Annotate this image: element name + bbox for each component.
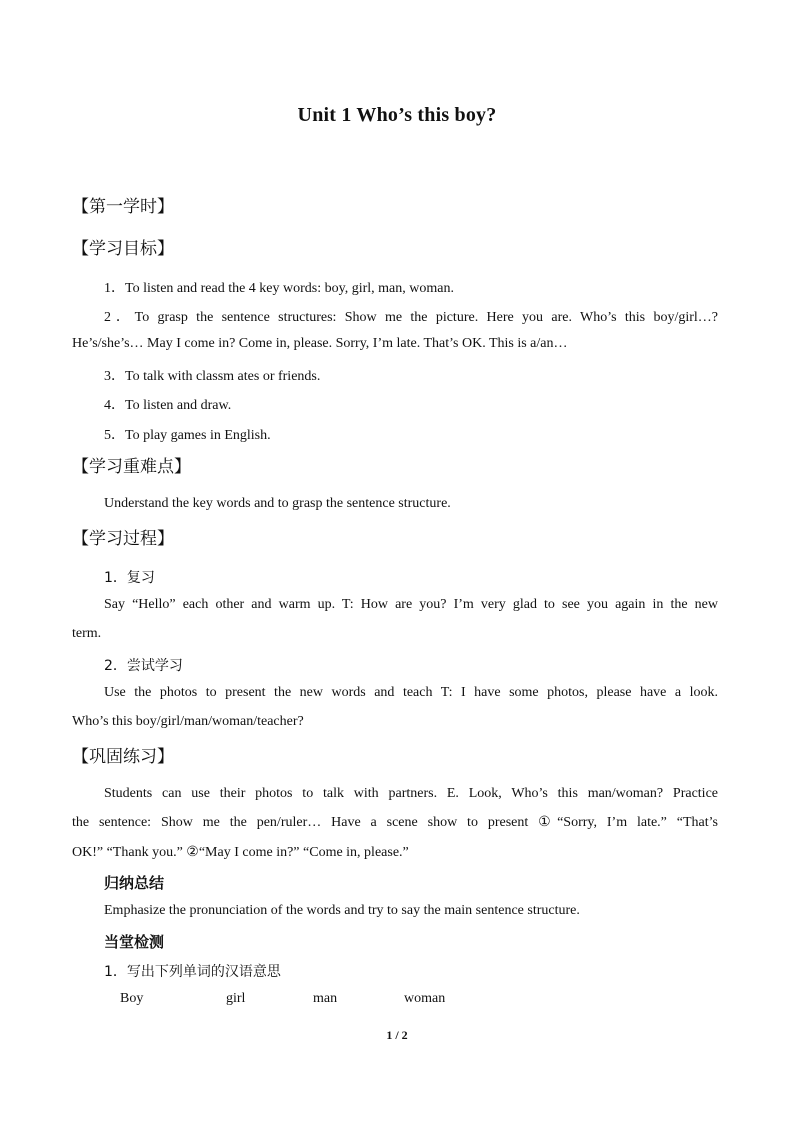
process-2-line: Use the photos to present the new words and teach T: I have some photos, please have a look. [104,685,718,700]
page-title: Unit 1 Who’s this boy? [297,104,497,126]
process-1-line: term. [72,626,102,641]
practice-line: Students can use their photos to talk with partners. E. Look, Who’s this man/woman? Practice [104,786,718,801]
objective-item: 5．To play games in English. [104,428,271,443]
objective-item: 4．To listen and draw. [104,398,232,413]
page-number: 1 / 2 [386,1028,408,1042]
key-points-text: Understand the key words and to grasp the sentence structure. [104,496,451,511]
test-word: girl [226,991,246,1006]
objective-item: 1．To listen and read the 4 key words: boy, girl, man, woman. [104,281,454,296]
practice-line: the sentence: Show me the pen/ruler… Have a scene show to present ①“Sorry, I’m late.” “That’s [72,815,718,830]
test-heading: 当堂检测 [104,933,165,951]
test-question-1: 1．写出下列单词的汉语意思 [104,964,281,980]
process-heading: 【学习过程】 [72,529,174,549]
process-2-line: Who’s this boy/girl/man/woman/teacher? [72,714,304,729]
process-1-line: Say “Hello” each other and warm up. T: How are you? I’m very glad to see you again in the new [104,597,718,612]
summary-text: Emphasize the pronunciation of the words and try to say the main sentence structure. [104,903,580,918]
objective-item-continuation: He’s/she’s… May I come in? Come in, please. Sorry, I’m late. That’s OK. This is a/an… [72,336,568,351]
practice-heading: 【巩固练习】 [72,747,174,767]
objective-item: 3．To talk with classm ates or friends. [104,369,321,384]
lesson-heading: 【第一学时】 [72,197,174,217]
objective-item: 2．To grasp the sentence structures: Show me the picture. Here you are. Who’s this boy/girl…? [104,310,718,325]
test-word: woman [404,991,446,1006]
objectives-heading: 【学习目标】 [72,239,174,259]
test-word: man [313,991,338,1006]
key-points-heading: 【学习重难点】 [72,457,191,477]
process-1-label: 1．复习 [104,570,155,586]
summary-heading: 归纳总结 [104,874,165,892]
test-word: Boy [120,991,144,1006]
process-2-label: 2．尝试学习 [104,658,183,674]
practice-line: OK!” “Thank you.” ②“May I come in?” “Come in, please.” [72,845,409,860]
